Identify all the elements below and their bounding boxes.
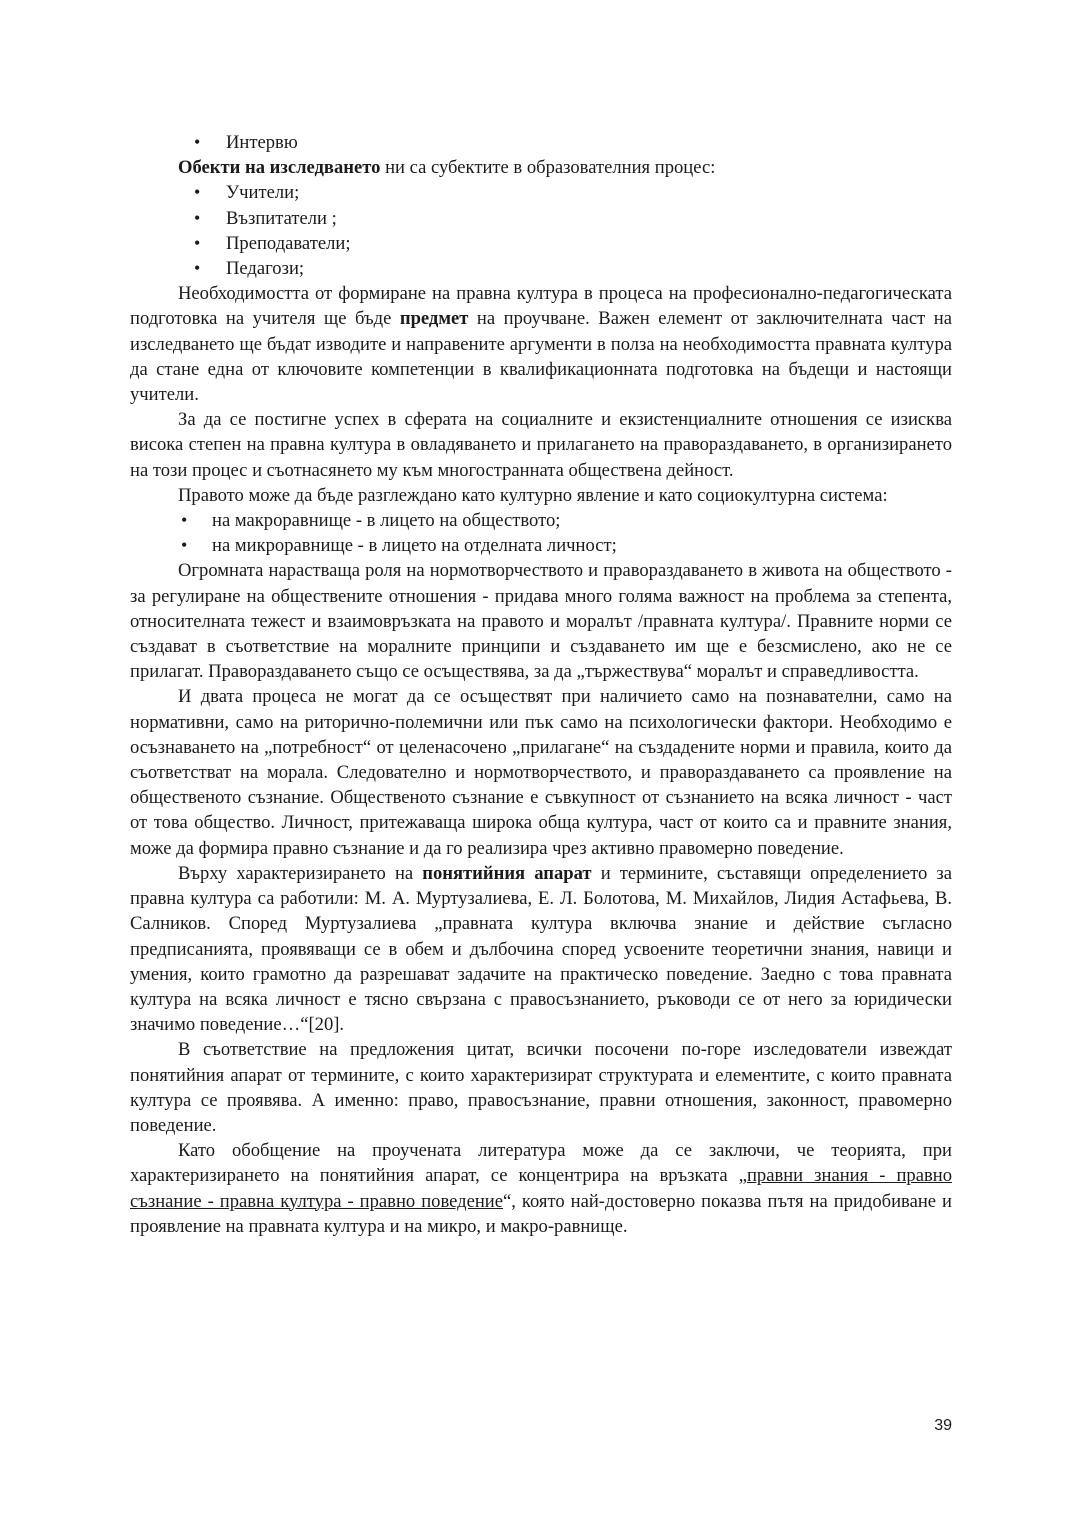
paragraph-text: Необходимостта от формиране на правна култура в процеса на професионално-педагогическата подготовка на учителя ще бъде <box>130 283 952 330</box>
bold-term: понятийния апарат <box>422 862 592 884</box>
paragraph-conclusion <box>130 1138 952 1239</box>
paragraph-text: “, която най-достоверно показва пътя на придобиване и проявление на правната култура и на микро, и макро-равнище. <box>130 1190 952 1237</box>
list-item: • на микроравнище - в лицето на отделната личност; <box>130 533 952 558</box>
page-number: 39 <box>934 1417 952 1434</box>
list-item: • Преподаватели; <box>130 231 952 256</box>
paragraph-norm-making: Огромната нарастваща роля на нормотворчеството и правораздаването в живота на обществото - за регулиране на обществените отношения - придава много голяма важност на проблема за степента, относителната тежест и взаимовръзката на правото и моралът /правната култура/. Правните норми се създават в съответствие на моралните принципи и създаването им ще е безсмислено, ако не се прилагат. Правораздаването също се осъществява, за да „тържествува“ моралът и справедливостта. <box>130 560 952 683</box>
paragraph-processes: И двата процеса не могат да се осъществят при наличието само на познавателни, само на нормативни, само на риторично-полемични или пък само на психологически фактори. Необходимо е осъзнаването на „потребност“ от целенасочено „прилагане“ на създадените норми и правила, които да съответстват на морала. Следователно и нормотворчеството, и правораздаването са проявление на общественото съзнание. Общественото съзнание е съвкупност от съзнанието на всяка личност - част от това общество. Личност, притежаваща широка обща култура, част от които са и правните знания, може да формира правно съзнание и да го реализира чрез активно правомерно поведение. <box>130 686 952 859</box>
list-item: • Педагози; <box>130 256 952 281</box>
paragraph-text: ни са субектите в образователния процес: <box>380 157 716 179</box>
paragraph-conceptual-apparatus <box>130 861 952 1037</box>
underlined-chain: „правни знания - правно съзнание - правна култура - правно поведение <box>130 1165 952 1212</box>
paragraph-text: и термините, съставящи определението за правна култура са работили: М. А. Муртузалиева, Е. Л. Болотова, М. Михайлов, Лидия Астафьева, В. Салников. Според Муртузалиева „правната култура включва знание и действие съгласно предписанията, проявяващи се в обем и дълбочина според усвоените теоретични знания, навици и умения, които грамотно да разрешават задачите на практическо поведение. Заедно с това правната култура на всяка личност е тясно свързана с правосъзнанието, ръководи се от него за юридически значимо поведение…“[20]. <box>130 862 952 1036</box>
paragraph-subject <box>130 281 952 407</box>
list-item: • на макроравнище - в лицето на обществото; <box>130 508 952 533</box>
paragraph-law-system: Правото може да бъде разглеждано като културно явление и като социокултурна система: <box>178 484 888 506</box>
bullet-list-subjects <box>130 180 952 281</box>
paragraph-researchers: В съответствие на предложения цитат, всички посочени по-горе изследователи извеждат понятийния апарат от термините, с които характеризират структурата и елементите, с които правната култура се проявява. А именно: право, правосъзнание, правни отношения, законност, правомерно поведение. <box>130 1039 952 1136</box>
bullet-list-methods <box>130 130 952 155</box>
bold-term: Обекти на изследването <box>178 157 381 179</box>
bold-term: предмет <box>399 308 469 330</box>
page-body <box>130 130 952 1239</box>
bullet-list-levels <box>130 508 952 558</box>
list-item: • Възпитатели ; <box>130 206 952 231</box>
list-item: • Интервю <box>130 130 952 155</box>
paragraph-text: на проучване. Важен елемент от заключителната част на изследването ще бъдат изводите и направените аргументи в полза на необходимостта правната култура да стане една от ключовите компетенции в квалификационната подготовка на бъдещи и настоящи учители. <box>130 308 952 406</box>
objects-paragraph <box>130 155 952 180</box>
paragraph-success: За да се постигне успех в сферата на социалните и екзистенциалните отношения се изисква висока степен на правна култура в овладяването и прилагането на правораздаването, в организирането на този процес и съотнасянето му към многостранната обществена дейност. <box>130 409 952 481</box>
paragraph-text: Върху характеризирането на <box>178 862 423 884</box>
paragraph-text: Като обобщение на проучената литература може да се заключи, че теорията, при характеризирането на понятийния апарат, се концентрира на връзката <box>130 1140 952 1187</box>
list-item: • Учители; <box>130 180 952 205</box>
